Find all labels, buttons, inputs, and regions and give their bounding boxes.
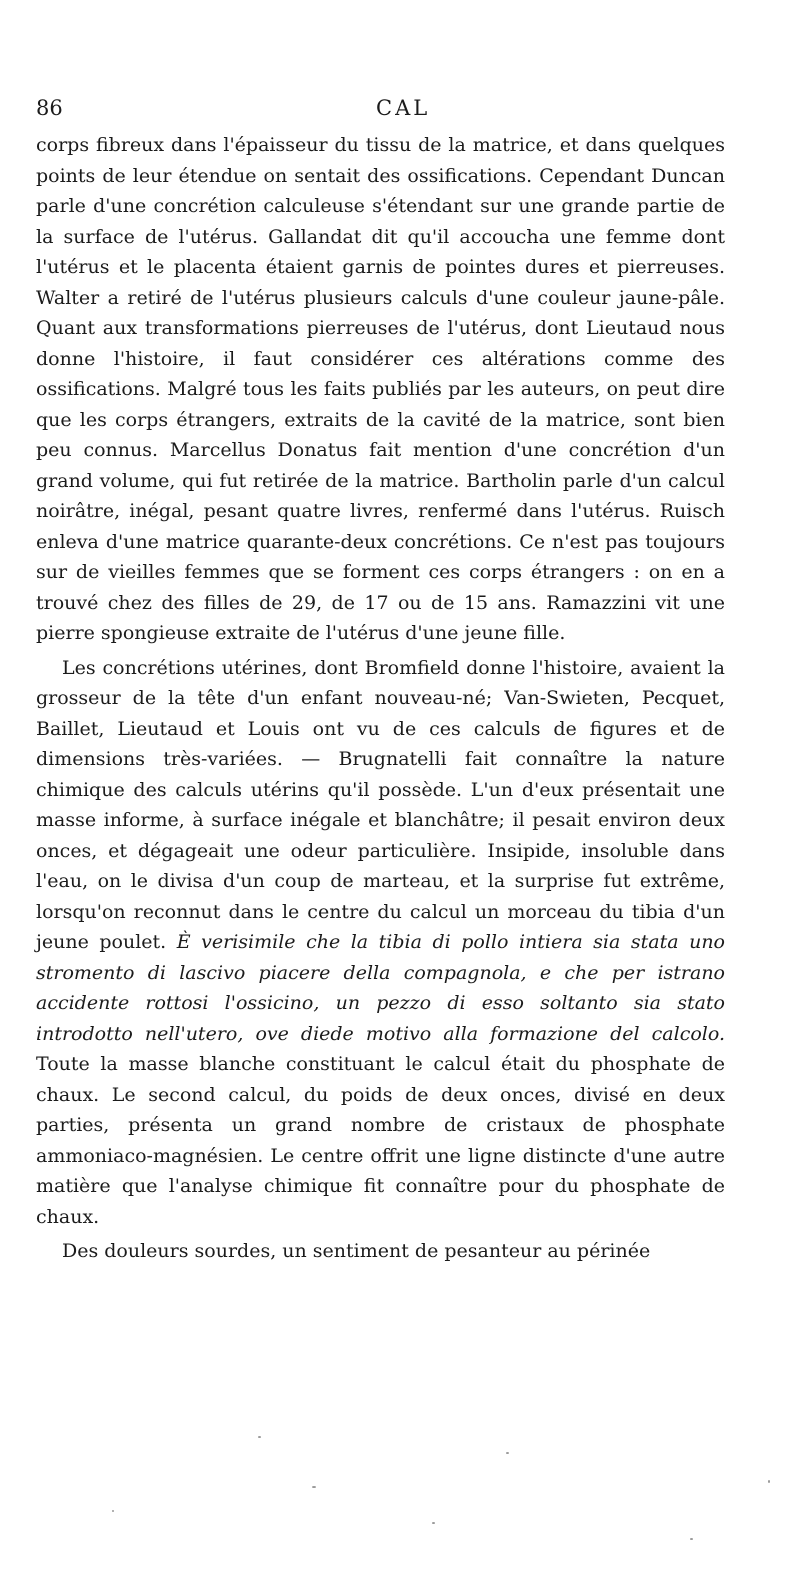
page-header xyxy=(36,96,726,126)
body-text xyxy=(36,130,725,1267)
paragraph-1-text: corps fibreux dans l'épaisseur du tissu de la matrice, et dans quelques points de leur étendue on sentait des ossifications. Cependant Duncan parle d'une concrétion calculeuse s'étendant sur une grande partie de la surface de l'utérus. Gallandat dit qu'il accoucha une femme dont l'utérus et le placenta étaient garnis de pointes dures et pierreuses. Walter a retiré de l'utérus plusieurs calculs d'une couleur jaune-pâle. Quant aux transformations pierreuses de l'utérus, dont Lieutaud nous donne l'histoire, il faut considérer ces altérations comme des ossifications. Malgré tous les faits publiés par les auteurs, on peut dire que les corps étrangers, extraits de la cavité de la matrice, sont bien peu connus. Marcellus Donatus fait mention d'une concrétion d'un grand volume, qui fut retirée de la matrice. Bartholin parle d'un calcul noirâtre, inégal, pesant quatre livres, renfermé dans l'utérus. Ruisch enleva d'une matrice quarante-deux concrétions. Ce n'est pas toujours sur de vieilles femmes que se forment ces corps étrangers : on en a trouvé chez des filles de 29, de 17 ou de 15 ans. Ramazzini vit une pierre spongieuse extraite de l'utérus d'une jeune fille. xyxy=(36,134,725,644)
print-speck xyxy=(506,1452,509,1454)
paragraph-2-text-a: Les concrétions utérines, dont Bromfield donne l'histoire, avaient la grosseur de la tête d'un enfant nouveau-né; Van-Swieten, Pecquet, Baillet, Lieutaud et Louis ont vu de ces calculs de figures et de dimensions très-variées. — Brugnatelli fait connaître la nature chimique des calculs utérins qu'il possède. L'un d'eux présentait une masse informe, à surface inégale et blanchâtre; il pesait environ deux onces, et dégageait une odeur particulière. Insipide, insoluble dans l'eau, on le divisa d'un coup de marteau, et la surprise fut extrême, lorsqu'on reconnut dans le centre du calcul un morceau du tibia d'un jeune poulet. xyxy=(36,656,725,953)
paragraph-1 xyxy=(36,130,725,649)
page-number: 86 xyxy=(36,96,63,120)
running-head: CAL xyxy=(376,96,431,120)
print-speck xyxy=(112,1510,114,1512)
italian-quotation: È verisimile che la tibia di pollo intiera sia stata uno stromento di lascivo piacere della compagnola, e che per istrano accidente rottosi l'ossicino, un pezzo di esso soltanto sia stato introdotto nell'utero, ove diede motivo alla formazione del calcolo. xyxy=(36,931,725,1045)
print-speck xyxy=(768,1480,770,1483)
print-speck xyxy=(690,1538,693,1540)
print-speck xyxy=(258,1436,261,1438)
paragraph-3-text: Des douleurs sourdes, un sentiment de pesanteur au périnée xyxy=(62,1240,651,1262)
paragraph-3 xyxy=(36,1236,725,1267)
paragraph-2 xyxy=(36,653,725,1233)
paragraph-2-text-b: Toute la masse blanche constituant le calcul était du phosphate de chaux. Le second calcul, du poids de deux onces, divisé en deux parties, présenta un grand nombre de cristaux de phosphate ammoniaco-magnésien. Le centre offrit une ligne distincte d'une autre matière que l'analyse chimique fit connaître pour du phosphate de chaux. xyxy=(36,1053,725,1228)
print-speck xyxy=(432,1522,435,1524)
print-speck xyxy=(312,1486,316,1488)
